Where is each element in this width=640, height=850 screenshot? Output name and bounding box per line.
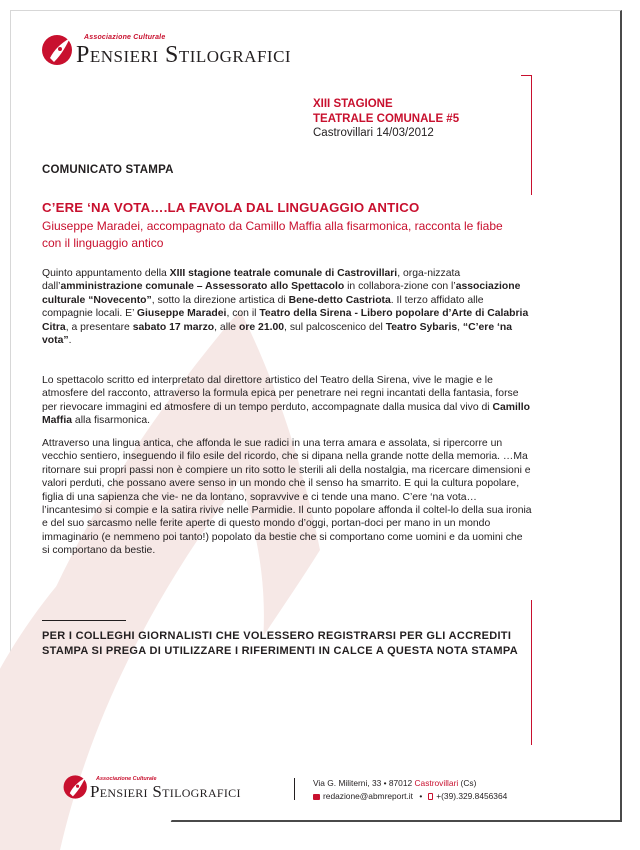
text-run: , con il [226,308,260,320]
logo-name: Pensieri Stilografici [76,42,292,68]
text-run: Lo spettacolo scritto ed interpretato dal direttore artistico del Teatro della Sirena, vive le magie e le atmosfere del racconto, attraverso la formula epica per penetrare nei regni incantati della fantasia, forse per rievocare immagini ed atmosfere di un tempo perduto, accompagnate dalla musica dal vivo di [42,375,519,413]
body-paragraph-1 [42,267,532,347]
body-paragraph-3 [42,437,532,558]
note-divider [42,620,126,621]
press-release-label: COMUNICATO STAMPA [42,164,174,176]
text-run: , sotto la direzione artistica di [151,294,289,306]
place-date: Castrovillari 14/03/2012 [313,127,434,139]
text-run: , orga-nizzata dall’ [42,268,461,293]
text-run: Giuseppe Maradei [136,308,227,320]
pen-nib-logo-icon [62,773,90,801]
text-run: in collabora-zione con l’ [344,281,456,293]
text-run: . [68,335,72,347]
text-run: associazione culturale “Novecento” [42,281,521,306]
text-run: XIII stagione teatrale comunale di Castrovillari [169,268,398,279]
footer-phone[interactable]: +(39).329.8456364 [436,791,508,801]
subheadline: Giuseppe Maradei, accompagnato da Camillo Maffia alla fisarmonica, racconta le fiabe con il linguaggio antico [42,219,503,250]
text-run: , sul palcoscenico del [284,321,386,333]
text-run: ore 21.00 [238,321,285,333]
text-run: Bene-detto Castriota [288,294,391,306]
address-city: Castrovillari [414,778,459,788]
text-run: Teatro Sybaris [385,321,458,333]
text-run: alla fisarmonica. [72,415,150,427]
red-vertical-rule [531,75,532,195]
text-run: Camillo Maffia [42,401,531,427]
text-run: Attraverso una lingua antica, che affonda le sue radici in una terra amara e assolata, si ripercorre un vecchio sentiero, inseguendo il filo esile del ricordo, che si dipana nella grande notte della memoria. …Ma ritornare sui propri passi non è compiere un rito sotto le sterili ali della nostalgia, ma ricercare dimensioni e valori perduti, che possano avere senso in un mondo che il senso ha smarrito. E qui la cultura popolare, figlia di una sapienza che vie- ne da lontano, sopravvive e ci tende una mano. C’ere ‘na vota… l’incantesimo si compie e la satira rivive nelle Parmidie. Il cunto popolare affonda il coltel-lo della sua ironia e del suo sarcasmo nelle ferite aperte di questo mondo d’oggi, portan-doci per mano in un mondo immaginario (e nemmeno poi tanto!) popolato da bestie che si comportano come uomini e da uomini che si comportano da bestie. [42,438,532,557]
footer-logo-name: Pensieri Stilografici [90,782,241,801]
body-paragraph-2 [42,374,532,428]
headline: C’ERE ‘NA VOTA….LA FAVOLA DAL LINGUAGGIO ANTICO [42,200,420,215]
logo-association-text: Associazione Culturale [84,34,166,41]
address-street: Via G. Militerni, 33 • 87012 [313,778,415,788]
text-run: , a presentare [65,321,133,333]
text-run: , alle [214,321,239,333]
header-logo [40,32,360,68]
text-run: , [457,321,463,333]
footer-email[interactable]: redazione@abmreport.it [323,791,413,801]
text-run: amministrazione comunale – Assessorato allo Spettacolo [60,281,345,293]
envelope-icon [313,794,320,800]
text-run: Quinto appuntamento della [42,268,170,279]
address-province: (Cs) [458,778,477,788]
season-title [313,97,459,127]
footer-contacts: redazione@abmreport.it • +(39).329.8456364 [313,791,507,801]
press-accreditation-note: PER I COLLEGHI GIORNALISTI CHE VOLESSERO REGISTRARSI PER GLI ACCREDITI STAMPA SI PREGA DI UTILIZZARE I RIFERIMENTI IN CALCE A QUESTA NOTA STAMPA [42,630,518,657]
text-run: Teatro della Sirena - Libero popolare d’Arte di Calabria Citra [42,308,529,333]
footer-separator [294,778,295,800]
footer-address [313,778,476,788]
red-vertical-rule-lower [531,600,532,745]
text-run: sabato 17 marzo [132,321,215,333]
footer-logo [62,773,292,803]
pen-nib-logo-icon [40,32,76,68]
text-run: . Il terzo affidato alle compagnie locali. E’ [42,294,484,320]
text-run: “C’ere ‘na vota” [42,321,512,347]
season-line-1: XIII STAGIONE [313,98,393,110]
season-line-2: TEATRALE COMUNALE #5 [313,113,460,125]
phone-icon [428,793,433,800]
footer-association-text: Associazione Culturale [96,776,157,782]
